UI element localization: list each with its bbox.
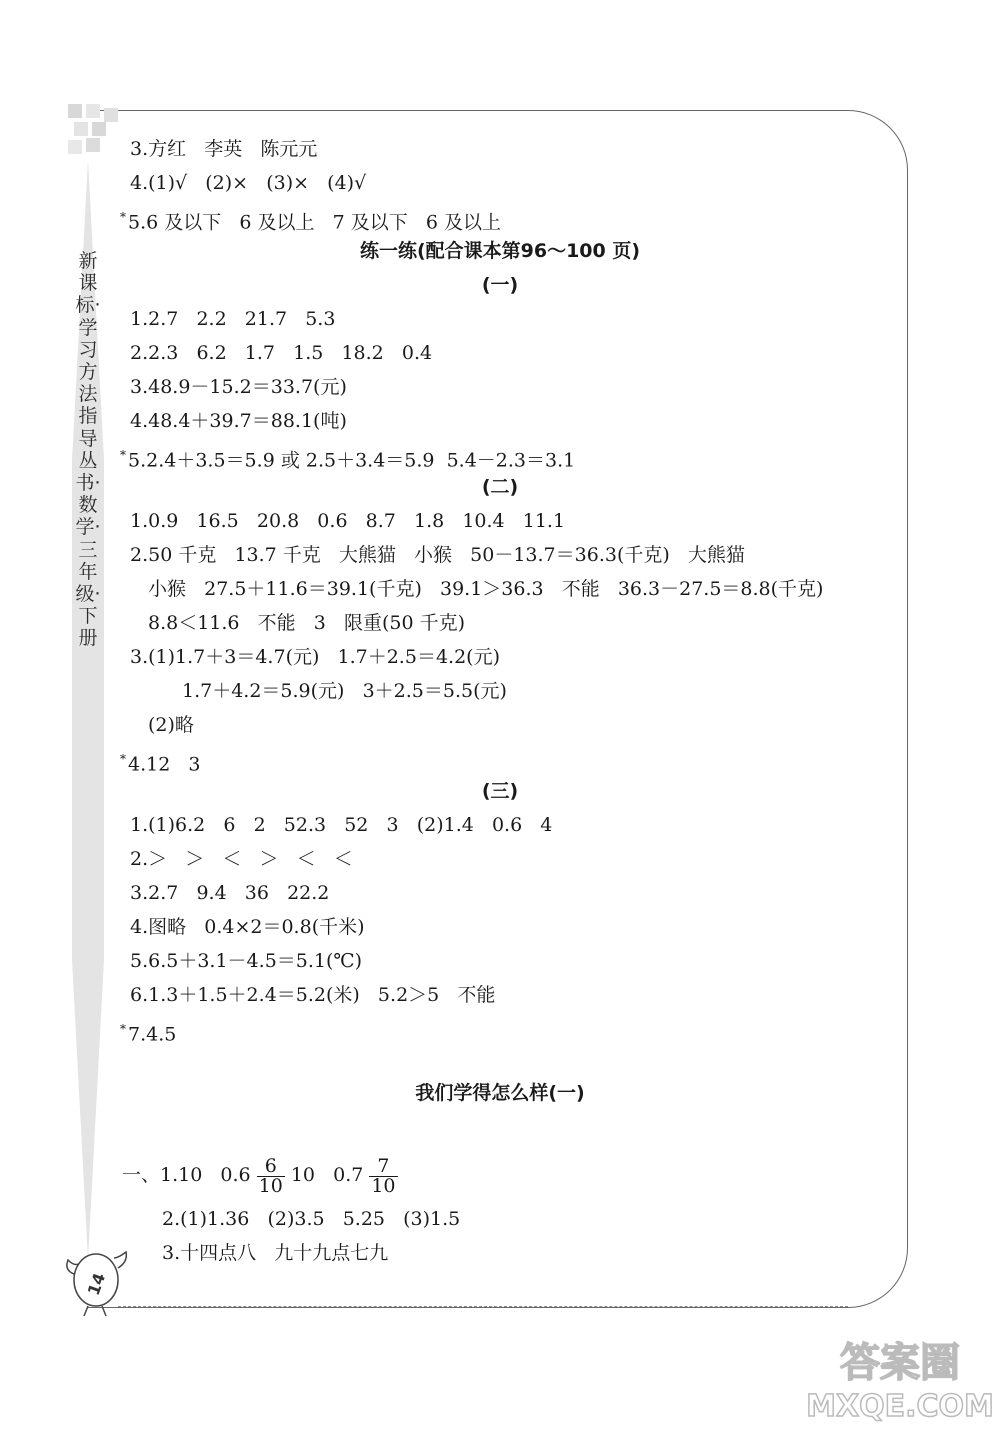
section-heading: 练一练(配合课本第96～100 页) <box>359 240 641 262</box>
page-number: 14 <box>83 1270 110 1298</box>
answer-text: 5.6 及以下 6 及以上 7 及以下 6 及以上 <box>128 211 501 234</box>
answer-text: 小猴 27.5＋11.6＝39.1(千克) 39.1＞36.3 不能 36.3－27.5＝8.8(千克) <box>148 578 824 600</box>
section-heading: 我们学得怎么样(一) <box>415 1082 585 1104</box>
answer-text: 6.1.3＋1.5＋2.4＝5.2(米) 5.2＞5 不能 <box>130 984 496 1006</box>
numerator: 6 <box>264 1154 277 1177</box>
answer-line <box>130 370 347 404</box>
optional-star-icon: * <box>120 752 126 766</box>
fraction <box>369 1154 397 1197</box>
optional-star-icon: * <box>120 448 126 462</box>
answer-line <box>130 504 565 538</box>
answer-line <box>182 674 507 708</box>
numerator: 7 <box>377 1154 390 1177</box>
series-title: 新课标·学习方法指导丛书·数学·三年级·下册 <box>75 250 101 650</box>
answer-text: 5.6.5＋3.1－4.5＝5.1(℃) <box>130 950 363 972</box>
answer-text: 10 0.7 <box>290 1164 364 1186</box>
watermark-text: 答案圈 <box>840 1340 960 1386</box>
section-heading: (一) <box>481 274 519 296</box>
denominator: 10 <box>371 1174 396 1197</box>
corner-squares-decoration <box>68 104 124 160</box>
section-heading: (三) <box>481 780 519 802</box>
answer-line <box>120 438 575 472</box>
answer-text: (2)略 <box>148 714 194 736</box>
optional-star-icon: * <box>120 210 126 224</box>
answer-line <box>120 742 201 776</box>
answer-line <box>148 606 465 640</box>
answer-line <box>130 910 365 944</box>
answer-line <box>162 1202 460 1236</box>
fraction <box>257 1154 285 1197</box>
optional-star-icon: * <box>120 1022 126 1036</box>
answer-text: 4.48.4＋39.7＝88.1(吨) <box>130 410 347 432</box>
answer-text: 3.方红 李英 陈元元 <box>130 138 318 160</box>
answer-text: 4.图略 0.4×2＝0.8(千米) <box>130 916 365 938</box>
answer-line <box>148 708 194 742</box>
bird-mascot-icon <box>62 1240 132 1320</box>
answer-text: 2.＞ ＞ ＜ ＞ ＜ ＜ <box>130 848 353 870</box>
answer-line <box>120 200 501 234</box>
fraction-answer-line <box>122 1148 404 1202</box>
answer-line <box>162 1236 388 1270</box>
answer-text: 8.8＜11.6 不能 3 限重(50 千克) <box>148 612 466 634</box>
answer-text: 4.(1)√ (2)× (3)× (4)√ <box>130 172 367 194</box>
answer-line <box>130 978 495 1012</box>
frame-bottom-border <box>118 1306 848 1307</box>
answer-text: 2.2.3 6.2 1.7 1.5 18.2 0.4 <box>130 342 433 364</box>
denominator: 10 <box>258 1174 283 1197</box>
answer-text: 1.0.9 16.5 20.8 0.6 8.7 1.8 10.4 11.1 <box>130 510 566 532</box>
answer-text: 2.(1)1.36 (2)3.5 5.25 (3)1.5 <box>162 1208 461 1230</box>
answer-text: 4.12 3 <box>128 753 201 776</box>
answer-text: 7.4.5 <box>128 1023 177 1046</box>
answer-line <box>130 132 317 166</box>
mascot-page-number <box>62 1240 132 1320</box>
answer-text: 1.7＋4.2＝5.9(元) 3＋2.5＝5.5(元) <box>182 680 507 702</box>
answer-line <box>130 166 366 200</box>
answer-text: 2.50 千克 13.7 千克 大熊猫 小猴 50－13.7＝36.3(千克) 大熊猫 <box>130 544 745 566</box>
section-heading: (二) <box>481 476 519 498</box>
answer-line <box>130 944 362 978</box>
answer-text: 3.十四点八 九十九点七九 <box>162 1242 389 1264</box>
watermark-url: MXQE.COM <box>806 1389 994 1424</box>
watermark-logo <box>800 1326 1000 1426</box>
answer-text: 3.2.7 9.4 36 22.2 <box>130 882 330 904</box>
answer-text: 5.2.4＋3.5＝5.9 或 2.5＋3.4＝5.9 5.4－2.3＝3.1 <box>128 449 576 472</box>
answer-line <box>130 404 347 438</box>
answer-text: 3.(1)1.7＋3＝4.7(元) 1.7＋2.5＝4.2(元) <box>130 646 500 668</box>
answer-line <box>130 876 329 910</box>
answer-line <box>130 640 500 674</box>
answer-line <box>130 538 745 572</box>
answer-line <box>120 1012 176 1046</box>
answer-text: 1.2.7 2.2 21.7 5.3 <box>130 308 336 330</box>
answer-line <box>130 336 432 370</box>
answer-text: 3.48.9－15.2＝33.7(元) <box>130 376 347 398</box>
answer-line <box>148 572 823 606</box>
answer-text: 1.(1)6.2 6 2 52.3 52 3 (2)1.4 0.6 4 <box>130 814 553 836</box>
answer-line <box>130 808 552 842</box>
answer-line <box>130 842 353 876</box>
answer-line <box>130 302 335 336</box>
answer-text: 一、1.10 0.6 <box>122 1164 251 1186</box>
